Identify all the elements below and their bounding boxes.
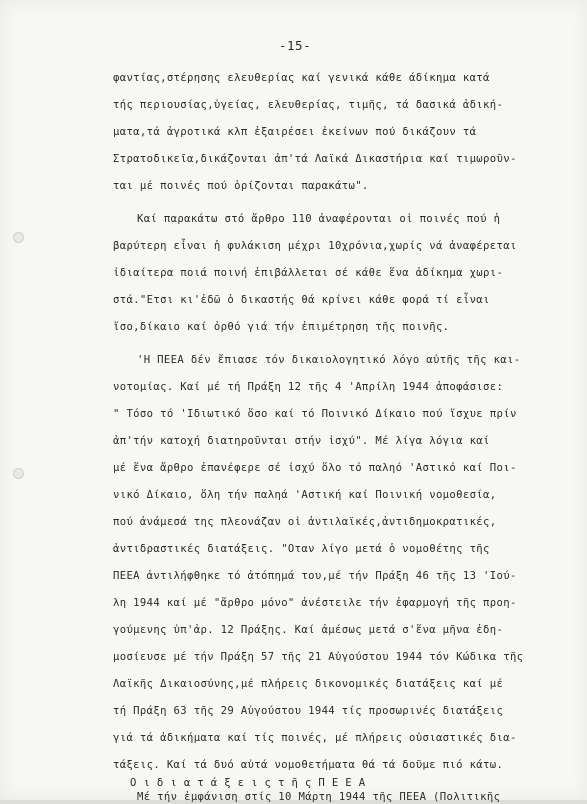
page-number: -15- (279, 38, 312, 53)
text-line: Μέ τήν ἐμφάνιση στίς 10 Μάρτη 1944 τῆς ΠΕΕΑ (Πολιτικῆς (137, 791, 501, 803)
text-line: τή Πράξη 63 τῆς 29 Αὐγούστου 1944 τίς προσωρινές διατάξεις (113, 705, 504, 717)
text-line: Στρατοδικεῖα,δικάζονται ἀπ'τά Λαϊκά Δικαστήρια καί τιμωροῦν- (113, 153, 517, 165)
text-line: τής περιουσίας,ὑγείας, ελευθερίας, τιμῆς, τά δασικά ἀδική- (113, 99, 504, 111)
text-line: νικό Δίκαιο, ὅλη τήν παληά 'Αστική καί Ποινική νομοθεσία, (113, 489, 497, 501)
text-line: στά."Ετσι κι'ἐδῶ ὁ δικαστής θά κρίνει κάθε φορά τί εἶναι (113, 294, 490, 306)
text-line: μοσίευσε μέ τήν Πράξη 57 τῆς 21 Αὐγούστου 1944 τόν Κώδικα τῆς (113, 651, 524, 663)
text-line: " Τόσο τό 'Ιδιωτικό ὅσο καί τό Ποινικό Δίκαιο πού ἴσχυε πρίν (113, 408, 517, 420)
text-line: Καί παρακάτω στό ἄρθρο 110 ἀναφέρονται οἱ ποινές πού ἡ (137, 213, 501, 225)
text-line: ΠΕΕΑ ἀντιλήφθηκε τό ἀτόπημά του,μέ τήν Πράξη 46 τῆς 13 'Ιού- (113, 570, 517, 582)
text-line: λη 1944 καί μέ "ἄρθρο μόνο" ἀνέστειλε τήν ἐφαρμογή τῆς προη- (113, 597, 517, 609)
text-line: γούμενης ὑπ'ἀρ. 12 Πράξης. Καί ἀμέσως μετά σ'ἕνα μῆνα ἐδη- (113, 624, 504, 636)
text-line: φαντίας,στέρησης ελευθερίας καί γενικά κάθε άδίκημα κατά (113, 72, 490, 84)
section-heading: Ο ι δ ι α τ ά ξ ε ι ς τ ῆ ς Π Ε Ε Α (130, 777, 366, 789)
text-line: μέ ἕνα ἄρθρο ἐπανέφερε σέ ἰσχύ ὅλο τό παληό 'Αστικό καί Ποι- (113, 462, 517, 474)
text-line: ἴσο,δίκαιο καί ὀρθό γιά τήν ἐπιμέτρηση τῆς ποινῆς. (113, 321, 450, 333)
text-line: βαρύτερη εἶναι ἡ φυλάκιση μέχρι 10χρόνια,χωρίς νά ἀναφέρεται (113, 240, 517, 252)
text-line: ματα,τά ἀγροτικά κλπ ἐξαιρέσει ἐκείνων πού δικάζουν τά (113, 126, 477, 138)
text-line: ἀντιδραστικές διατάξεις. "Οταν λίγο μετά ὁ νομοθέτης τῆς (113, 543, 490, 555)
text-line: πού ἀνάμεσά της πλεονάζαν οἱ ἀντιλαϊκές,ἀντιδημοκρατικές, (113, 516, 497, 528)
text-line: ται μέ ποινές πού ὁρίζονται παρακάτω". (113, 180, 369, 192)
text-line: ἰδιαίτερα ποιά ποινή ἐπιβάλλεται σέ κάθε ἕνα ἀδίκημα χωρι- (113, 267, 504, 279)
text-line: νοτομίας. Καί μέ τή Πράξη 12 τῆς 4 'Απρίλη 1944 ἀποφάσισε: (113, 381, 504, 393)
text-line: Λαϊκῆς Δικαιοσύνης,μέ πλήρεις δικονομικές διατάξεις καί μέ (113, 678, 504, 690)
text-line: τάξεις. Καί τά δυό αὐτά νομοθετήματα θά τά δοῦμε πιό κάτω. (113, 759, 504, 771)
text-line: γιά τά ἀδικήματα καί τίς ποινές, μέ πλήρεις οὐσιαστικές δια- (113, 732, 517, 744)
text-line: 'Η ΠΕΕΑ δέν ἔπιασε τόν δικαιολογητικό λόγο αὐτῆς τῆς και- (137, 354, 521, 366)
text-line: ἀπ'τήν κατοχή διατηροῦνται στήν ἰσχύ". Μέ λίγα λόγια καί (113, 435, 490, 447)
